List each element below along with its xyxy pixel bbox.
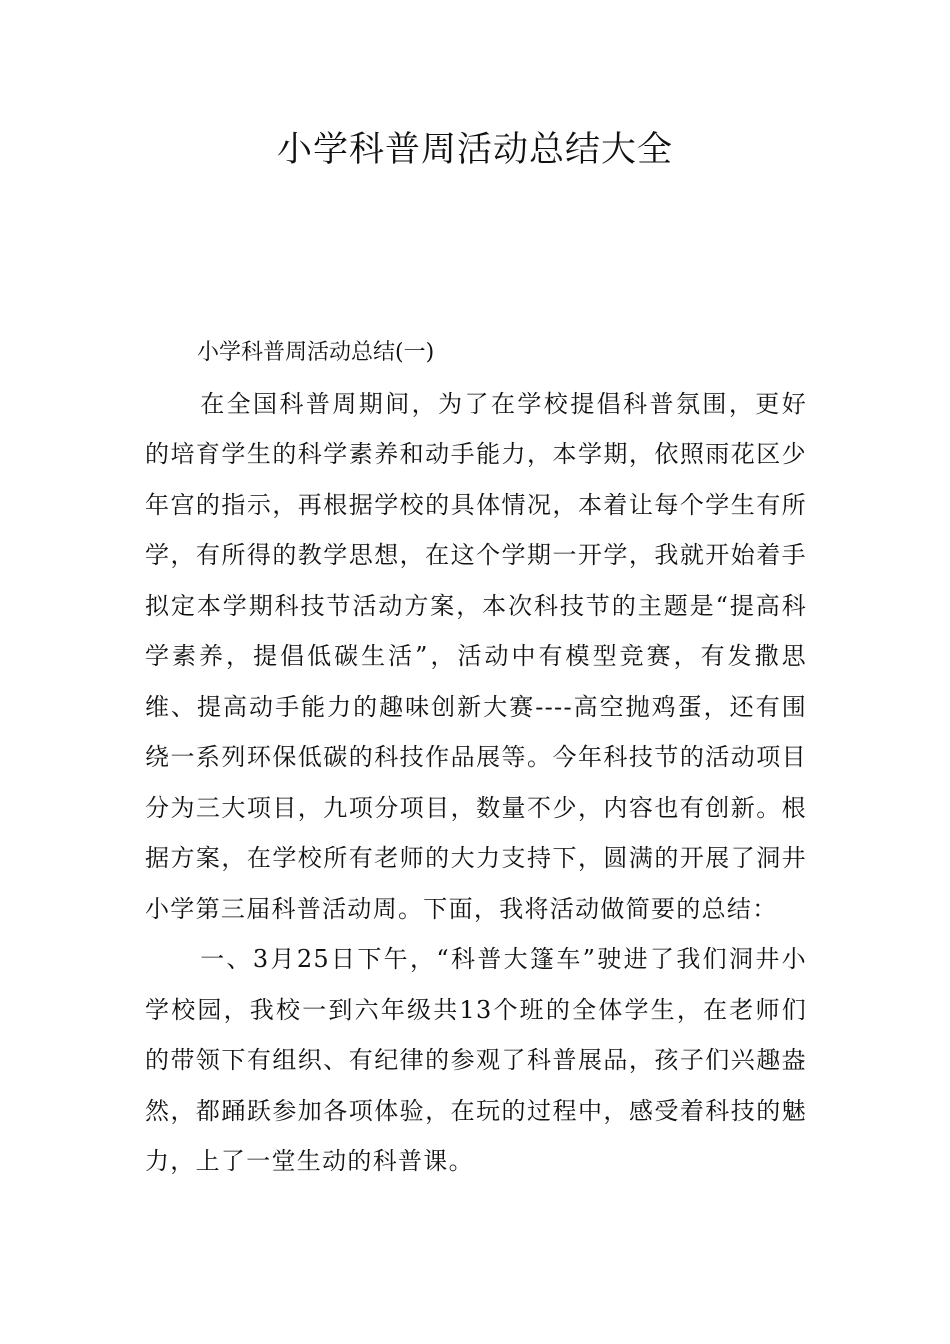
- document-title: 小学科普周活动总结大全: [276, 130, 673, 170]
- section-subtitle: 小学科普周活动总结(一): [197, 340, 435, 365]
- paragraph-intro: 在全国科普周期间，为了在学校提倡科普氛围，更好的培育学生的科学素养和动手能力，本学期，依照雨花区少年宫的指示，再根据学校的具体情况，本着让每个学生有所学，有所得的教学思想，在这个学期一开学，我就开始着手拟定本学期科技节活动方案，本次科技节的主题是“提高科学素养，提倡低碳生活”，活动中有模型竞赛，有发撒思维、提高动手能力的趣味创新大赛----高空抛鸡蛋，还有围绕一系列环保低碳的科技作品展等。今年科技节的活动项目分为三大项目，九项分项目，数量不少，内容也有创新。根据方案，在学校所有老师的大力支持下，圆满的开展了洞井小学第三届科普活动周。下面，我将活动做简要的总结：: [145, 389, 807, 923]
- paragraph-item-1: 一、3月25日下午，“科普大篷车”驶进了我们洞井小学校园，我校一到六年级共13个班的全体学生，在老师们的带领下有组织、有纪律的参观了科普展品，孩子们兴趣盎然，都踊跃参加各项体验，在玩的过程中，感受着科技的魅力，上了一堂生动的科普课。: [145, 945, 807, 1175]
- document-body: [145, 328, 807, 1187]
